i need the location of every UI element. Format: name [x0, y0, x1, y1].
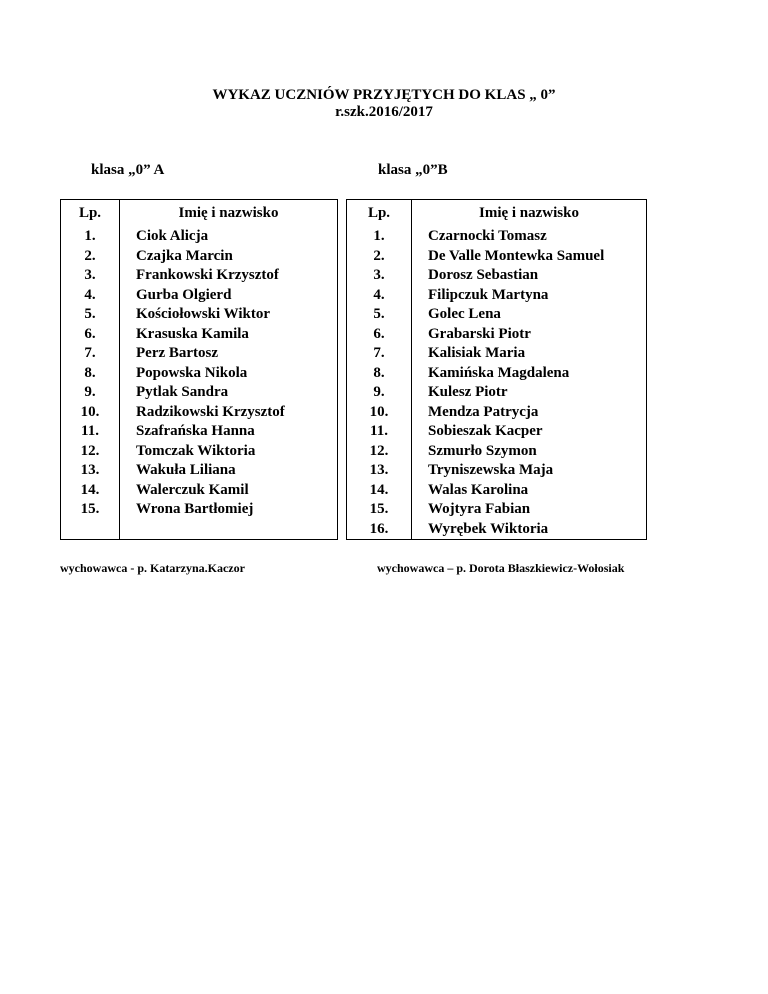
row-number: 10.: [347, 403, 412, 423]
table-row: [347, 364, 647, 384]
table-row: [61, 344, 338, 364]
header-lp: Lp.: [347, 200, 412, 228]
student-name: Perz Bartosz: [120, 344, 338, 364]
header-lp: Lp.: [61, 200, 120, 228]
row-number: [61, 520, 120, 540]
row-number: 9.: [61, 383, 120, 403]
student-name: Golec Lena: [412, 305, 647, 325]
table-header-row: [61, 200, 338, 228]
row-number: 15.: [347, 500, 412, 520]
table-row: [347, 461, 647, 481]
student-name: Wyrębek Wiktoria: [412, 520, 647, 540]
student-name: Grabarski Piotr: [412, 325, 647, 345]
student-name: Walas Karolina: [412, 481, 647, 501]
row-number: 14.: [347, 481, 412, 501]
student-name: Wakuła Liliana: [120, 461, 338, 481]
row-number: 10.: [61, 403, 120, 423]
row-number: 15.: [61, 500, 120, 520]
row-number: 8.: [61, 364, 120, 384]
student-name: Czajka Marcin: [120, 247, 338, 267]
class-a-table: [60, 199, 338, 540]
student-name: Sobieszak Kacper: [412, 422, 647, 442]
student-name: Mendza Patrycja: [412, 403, 647, 423]
student-name: Pytlak Sandra: [120, 383, 338, 403]
student-name: Kalisiak Maria: [412, 344, 647, 364]
table-row: [61, 325, 338, 345]
table-row: [347, 500, 647, 520]
row-number: 2.: [61, 247, 120, 267]
class-b-rows: [347, 227, 647, 540]
row-number: 5.: [61, 305, 120, 325]
table-row: [61, 383, 338, 403]
student-name: Wojtyra Fabian: [412, 500, 647, 520]
student-name: Filipczuk Martyna: [412, 286, 647, 306]
row-number: 12.: [347, 442, 412, 462]
table-row: [347, 247, 647, 267]
table-row: [347, 305, 647, 325]
row-number: 4.: [347, 286, 412, 306]
table-row: [61, 247, 338, 267]
table-row: [61, 403, 338, 423]
table-row: [347, 442, 647, 462]
student-name: Popowska Nikola: [120, 364, 338, 384]
class-a-teacher: wychowawca - p. Katarzyna.Kaczor: [60, 561, 245, 575]
header-name: Imię i nazwisko: [120, 200, 338, 228]
table-row: [347, 344, 647, 364]
class-a-rows: [61, 227, 338, 540]
row-number: 7.: [61, 344, 120, 364]
table-row: [61, 266, 338, 286]
student-name: Gurba Olgierd: [120, 286, 338, 306]
table-row: [347, 227, 647, 247]
table-row: [347, 403, 647, 423]
class-b-label: klasa „0”B: [378, 162, 448, 178]
row-number: 7.: [347, 344, 412, 364]
table-row: [61, 286, 338, 306]
table-row: [61, 481, 338, 501]
table-row: [347, 325, 647, 345]
student-name: Czarnocki Tomasz: [412, 227, 647, 247]
student-name: Frankowski Krzysztof: [120, 266, 338, 286]
row-number: 14.: [61, 481, 120, 501]
table-row: [61, 364, 338, 384]
table-header-row: [347, 200, 647, 228]
student-name: Walerczuk Kamil: [120, 481, 338, 501]
student-name: Ciok Alicja: [120, 227, 338, 247]
row-number: 3.: [61, 266, 120, 286]
table-row: [61, 305, 338, 325]
header-name: Imię i nazwisko: [412, 200, 647, 228]
student-name: Kościołowski Wiktor: [120, 305, 338, 325]
student-name: Tryniszewska Maja: [412, 461, 647, 481]
row-number: 1.: [61, 227, 120, 247]
row-number: 6.: [61, 325, 120, 345]
student-name: [120, 520, 338, 540]
table-row: [347, 286, 647, 306]
table-row: [347, 383, 647, 403]
table-row: [347, 481, 647, 501]
document-title: WYKAZ UCZNIÓW PRZYJĘTYCH DO KLAS „ 0”: [212, 87, 556, 103]
student-name: Krasuska Kamila: [120, 325, 338, 345]
row-number: 11.: [347, 422, 412, 442]
row-number: 2.: [347, 247, 412, 267]
row-number: 11.: [61, 422, 120, 442]
class-b-table: [346, 199, 647, 540]
row-number: 5.: [347, 305, 412, 325]
student-name: Tomczak Wiktoria: [120, 442, 338, 462]
table-row: [61, 227, 338, 247]
class-b-teacher: wychowawca – p. Dorota Błaszkiewicz-Wołosiak: [377, 561, 625, 575]
student-name: Radzikowski Krzysztof: [120, 403, 338, 423]
table-row: [347, 520, 647, 540]
row-number: 8.: [347, 364, 412, 384]
table-row: [61, 461, 338, 481]
student-name: Dorosz Sebastian: [412, 266, 647, 286]
table-row: [61, 422, 338, 442]
table-row: [61, 442, 338, 462]
student-name: Szafrańska Hanna: [120, 422, 338, 442]
student-name: De Valle Montewka Samuel: [412, 247, 647, 267]
student-name: Kulesz Piotr: [412, 383, 647, 403]
row-number: 12.: [61, 442, 120, 462]
row-number: 6.: [347, 325, 412, 345]
row-number: 9.: [347, 383, 412, 403]
student-name: Szmurło Szymon: [412, 442, 647, 462]
row-number: 13.: [61, 461, 120, 481]
table-row: [347, 422, 647, 442]
row-number: 3.: [347, 266, 412, 286]
row-number: 16.: [347, 520, 412, 540]
row-number: 4.: [61, 286, 120, 306]
row-number: 13.: [347, 461, 412, 481]
row-number: 1.: [347, 227, 412, 247]
table-row: [347, 266, 647, 286]
student-name: Wrona Bartłomiej: [120, 500, 338, 520]
empty-row: [61, 520, 338, 540]
school-year: r.szk.2016/2017: [335, 104, 433, 120]
class-a-label: klasa „0” A: [91, 162, 165, 178]
student-name: Kamińska Magdalena: [412, 364, 647, 384]
table-row: [61, 500, 338, 520]
